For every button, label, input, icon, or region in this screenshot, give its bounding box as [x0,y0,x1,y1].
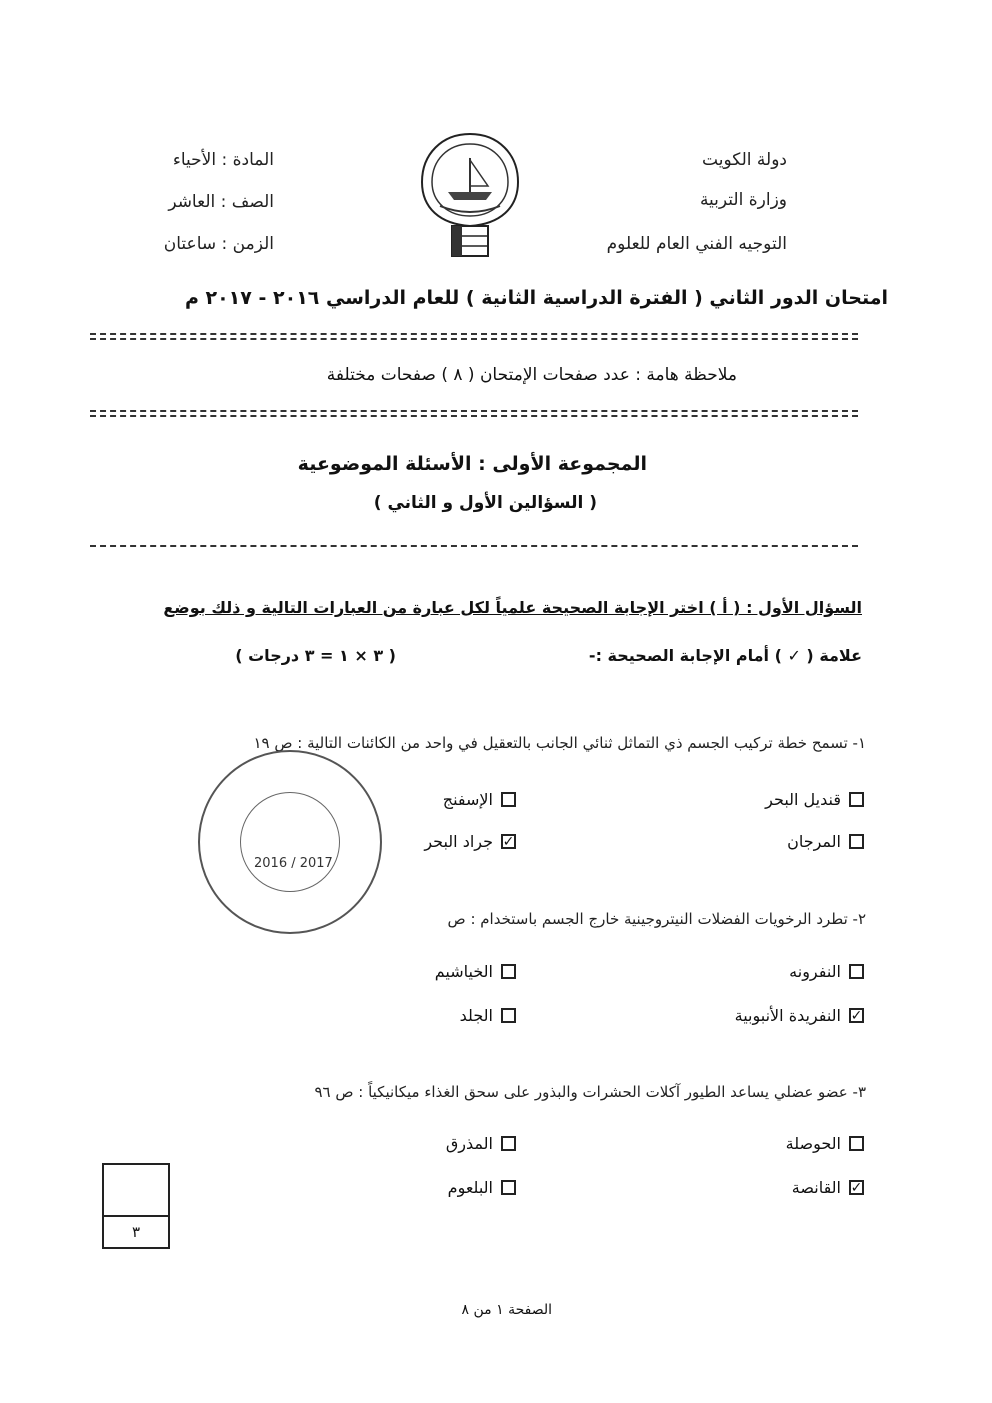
option-label: قنديل البحر [765,790,841,809]
option-label: الخياشيم [434,962,493,981]
check-mark-icon: ✓ [850,1007,863,1024]
option-1-a[interactable] [765,790,864,809]
option-3-d[interactable] [448,1178,516,1197]
option-label: المرجان [787,832,841,851]
checkbox[interactable] [849,1136,864,1151]
check-mark-icon: ✓ [502,833,515,850]
group-subtitle: ( السؤالين الأول و الثاني ) [373,493,597,513]
question-one-instruction: السؤال الأول : ( أ ) اختر الإجابة الصحيحة علمياً لكل عبارة من العبارات التالية و ذلك بوضع [163,598,862,617]
page-footer: الصفحة ١ من ٨ [461,1302,552,1318]
stamp-inner-ring [240,792,340,892]
check-mark-icon: ✓ [850,1179,863,1196]
checkbox[interactable] [501,792,516,807]
time-label: الزمن : ساعتان [163,234,274,254]
grade-level-label: الصف : العاشر [168,192,274,212]
checkbox[interactable] [849,834,864,849]
group-title: المجموعة الأولى : الأسئلة الموضوعية [297,453,647,475]
kuwait-emblem-icon [418,128,522,260]
option-label: النفرونه [789,962,841,981]
checkbox[interactable] [849,1180,864,1195]
score-box-value: ٣ [131,1223,141,1241]
header-left [94,150,274,254]
subject-label: المادة : الأحياء [172,150,274,170]
question-one-grade: ( ٣ × ١ = ٣ درجات ) [235,646,396,665]
important-note: ملاحظة هامة : عدد صفحات الإمتحان ( ٨ ) صفحات مختلفة [326,365,737,385]
score-box-divider [104,1215,168,1217]
option-label: المذرق [445,1134,493,1153]
checkbox[interactable] [849,792,864,807]
checkbox[interactable] [501,1136,516,1151]
divider-line [90,545,858,547]
option-label: الحوصلة [785,1134,841,1153]
question-item-1: ١- تسمح خطة تركيب الجسم ذي التماثل ثنائي الجانب بالتعقيل في واحد من الكائنات التالية : ص ١٩ [253,734,866,752]
option-label: الجلد [459,1006,493,1025]
option-2-c[interactable] [735,1006,864,1025]
checkbox[interactable] [849,1008,864,1023]
checkbox[interactable] [501,1008,516,1023]
stamp-year: 2016 / 2017 [254,856,333,871]
option-2-a[interactable] [789,962,864,981]
option-1-c[interactable] [787,832,864,851]
exam-title: امتحان الدور الثاني ( الفترة الدراسية الثانية ) للعام الدراسي ٢٠١٦ - ٢٠١٧ م [184,287,888,309]
score-box [102,1163,170,1249]
option-label: الإسفنج [442,790,493,809]
option-3-c[interactable] [792,1178,864,1197]
option-1-d[interactable] [424,832,516,851]
option-1-b[interactable] [443,790,516,809]
checkbox[interactable] [849,964,864,979]
option-label: القانصة [791,1178,841,1197]
country-name: دولة الكويت [702,150,787,170]
question-item-3: ٣- عضو عضلي يساعد الطيور آكلات الحشرات والبذور على سحق الغذاء ميكانيكياً : ص ٩٦ [314,1083,866,1101]
option-label: النفريدة الأنبوبية [734,1006,841,1025]
header-right [527,150,787,254]
checkbox[interactable] [501,834,516,849]
ministry-name: وزارة التربية [699,190,787,210]
divider-line [90,410,858,417]
checkbox[interactable] [501,964,516,979]
official-stamp [198,750,382,934]
option-label: جراد البحر [424,832,493,851]
option-2-d[interactable] [460,1006,516,1025]
option-3-b[interactable] [446,1134,516,1153]
question-one-instruction-cont: علامة ( ✓ ) أمام الإجابة الصحيحة :- [588,646,862,665]
department-name: التوجيه الفني العام للعلوم [606,234,787,254]
question-item-2: ٢- تطرد الرخويات الفضلات النيتروجينية خارج الجسم باستخدام : ص [447,910,866,928]
option-2-b[interactable] [435,962,516,981]
option-label: البلعوم [447,1178,493,1197]
checkbox[interactable] [501,1180,516,1195]
divider-line [90,333,858,340]
option-3-a[interactable] [786,1134,864,1153]
